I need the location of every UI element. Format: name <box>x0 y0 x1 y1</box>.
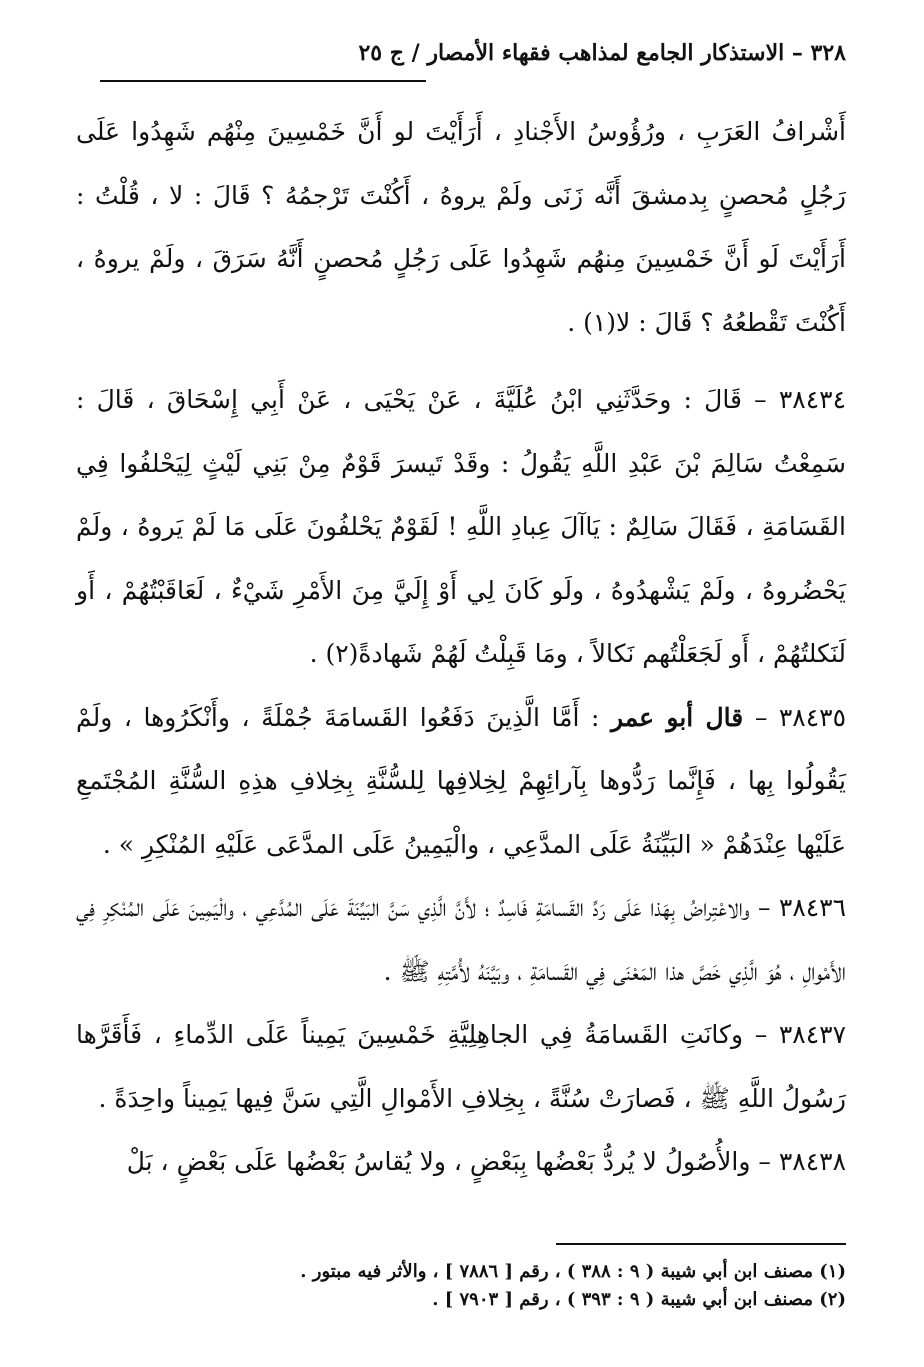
text-line: فَقَالَ سَالِمٌ : يَاآلَ عِبادِ اللَّهِ ! لَقَوْمٌ يَحْلفُونَ عَلَى مَا لَمْ يَروهُ ، ولَمْ يَحْضُروهُ ، ولَمْ <box>76 512 846 605</box>
text-line: وبَيَّنَهُ لأُمَّتِهِ ﷺ . <box>383 956 510 986</box>
paragraph-38438 <box>76 1130 846 1194</box>
text-line: المُدَّعِي ، والْيَمِينَ عَلَى المُنْكِرِ فِي الأَمْوالِ ، هُوَ الَّذِي خَصَّ هذا المَعْنَى فِي القَسامَةِ ، <box>76 893 846 986</box>
paragraph-number: ٣٨٤٣٤ – <box>754 385 846 414</box>
footnote-1: (١) مصنف ابن أبي شيبة ( ٩ : ٣٨٨ ) ، رقم [ ٧٨٨٦ ] ، والأثر فيه مبتور . <box>300 1261 846 1282</box>
paragraph-number: ٣٨٤٣٦ – <box>758 893 847 922</box>
running-header: ٣٢٨ – الاستذكار الجامع لمذاهب فقهاء الأمصار / ج ٢٥ <box>358 40 846 66</box>
paragraph-38434 <box>76 368 846 686</box>
paragraph-number: ٣٨٤٣٧ – <box>754 1020 847 1049</box>
text-line: نَكالاً ، ومَا قَبِلْتُ لَهُمْ شَهادةً(٢) . <box>309 639 635 668</box>
main-text <box>76 100 846 1194</box>
footnotes <box>76 1258 846 1314</box>
text-line: وكانَتِ القَسامَةُ فِي الجاهِلِيَّةِ خَمْسِينَ يَمِيناً عَلَى الدِّماءِ ، فَأَقَرَّها <box>76 1020 744 1049</box>
text-line: يَشْهدُوهُ ، ولَو كَانَ لِي أَوْ إِلَيَّ مِنَ الأَمْرِ شَيْءٌ ، لَعَاقَبْتُهُمْ ، أَو لَنَكلتُهُمْ ، أَو لَجَعَلْتُهم <box>76 575 846 668</box>
paragraph-number: ٣٨٤٣٨ – <box>758 1147 846 1176</box>
footnote-2: (٢) مصنف ابن أبي شيبة ( ٩ : ٣٩٣ ) ، رقم [ ٧٩٠٣ ] . <box>432 1289 846 1310</box>
paragraph-38436 <box>76 876 846 1003</box>
footnote-rule <box>556 1243 846 1245</box>
text-line: سَمِعْتُ سَالِمَ بْنَ عَبْدِ اللَّهِ يَقُولُ : وقَدْ تَيسرَ قَوْمٌ مِنْ بَنِي لَيْثٍ لِيَحْلفُوا فِي القَسَامَةِ ، <box>76 448 846 541</box>
text-line: : أَمَّا الَّذِينَ دَفَعُوا القَسامَةَ جُمْلَةً ، وأَنْكَرُوها ، ولَمْ <box>76 702 600 732</box>
text-line: رَسُولُ اللَّهِ ﷺ ، فَصارَتْ سُنَّةً ، بِخِلافِ الأَمْوالِ الَّتِي سَنَّ فِيها يَمِيناً واحِدَةً . <box>98 1083 846 1113</box>
paragraph-continuation <box>76 100 846 354</box>
text-line: والأُصُولُ لا يُردُّ بَعْضُها بِبَعْضٍ ، ولا يُقاسُ بَعْضُها عَلَى بَعْضٍ ، بَلْ <box>126 1147 751 1176</box>
paragraph-number: ٣٨٤٣٥ – <box>754 702 846 732</box>
text-line: قَالَ : وحَدَّثَنِي ابْنُ عُلَيَّةَ ، عَنْ يَحْيَى ، عَنْ أَبِي إِسْحَاقَ ، قَالَ : <box>76 385 742 414</box>
paragraph-38437 <box>76 1003 846 1130</box>
text-line: يَقُولُوا بِها ، فَإِنَّما رَدُّوها بِآرائِهِمْ لِخِلافِها لِلسُّنَّةِ بِخِلافِ هذِهِ السُّنَّةِ المُجْتَمعِ عَلَيْها <box>76 766 846 859</box>
text-line: لا(١) . <box>567 307 631 337</box>
paragraph-38435 <box>76 686 846 877</box>
header-rule <box>100 80 426 82</box>
text-line: أَشْرافُ العَرَبِ ، ورُؤُوسُ الأَجْنادِ ، أَرَأَيْتَ لو أَنَّ خَمْسِينَ مِنْهُم شَهِدُوا عَلَى رَجُلٍ <box>76 117 846 210</box>
paragraph-lead: قال أبو عمر <box>610 702 744 732</box>
text-line: عِنْدَهُمْ « البَيِّنَةُ عَلَى المدَّعِي ، والْيَمِينُ عَلَى المدَّعَى عَلَيْهِ المُنْكِرِ » . <box>102 829 789 859</box>
text-line: خَمْسِينَ مِنهُم شَهِدُوا عَلَى رَجُلٍ مُحصنٍ أَنَّهُ سَرَقَ ، ولَمْ يروهُ ، أَكُنْتَ تَقْطعُهُ ؟ قَالَ : <box>76 244 846 337</box>
text-line: والاعْتِراضُ بِهَذا عَلَى رَدِّ القَسامَةِ فَاسِدٌ ؛ لأَنَّ الَّذِي سَنَّ البَيِّنَةَ عَلَى <box>311 893 750 922</box>
text-line: مُحصنٍ بِدمشقَ أَنَّه زَنَى ولَمْ يروهُ ، أَكُنْتَ تَرْجمُهُ ؟ قَالَ : لا ، قُلْتُ : أَرَأَيْتَ لَو أَنَّ <box>76 180 846 273</box>
